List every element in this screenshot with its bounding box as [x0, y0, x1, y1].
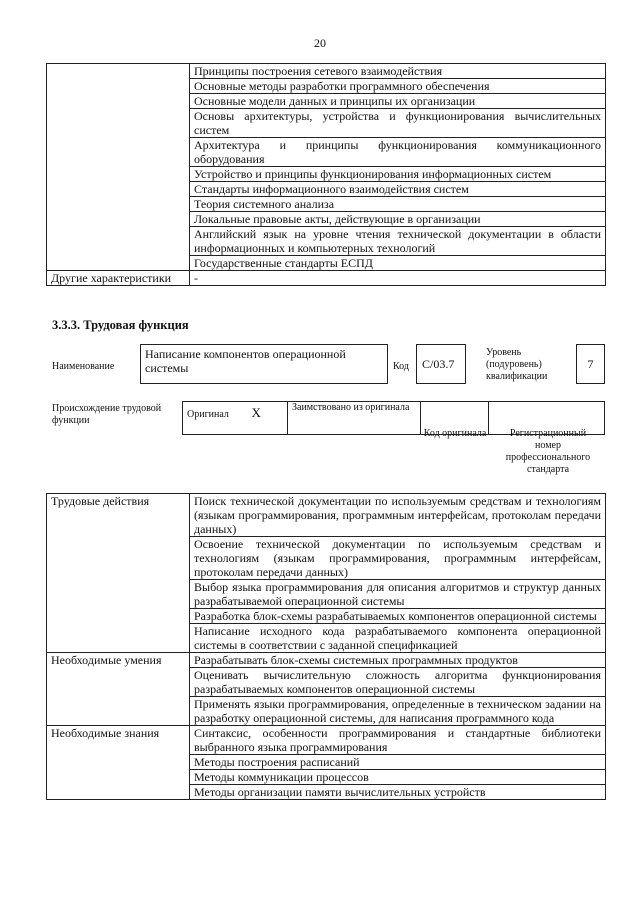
original-code-caption: Код оригинала [423, 428, 487, 439]
knowledge-item: Основные модели данных и принципы их организации [190, 94, 606, 109]
original-label: Оригинал [183, 402, 248, 435]
name-value: Написание компонентов операционной системы [145, 347, 346, 375]
other-characteristics-value: - [190, 271, 606, 286]
required-knowledge-label: Необходимые знания [47, 726, 190, 800]
knowledge-item: Английский язык на уровне чтения технической документации в области информационных и компьютерных технологий [190, 227, 606, 256]
page-number: 20 [314, 36, 326, 50]
labor-action: Выбор языка программирования для описания алгоритмов и структур данных разрабатываемой операционной системы [190, 580, 606, 609]
level-box [576, 344, 605, 384]
labor-function-table [46, 493, 606, 800]
knowledge-item: Основы архитектуры, устройства и функционирования вычислительных систем [190, 109, 606, 138]
other-characteristics-label: Другие характеристики [47, 271, 190, 286]
origin-label: Происхождение трудовой функции [52, 403, 162, 426]
knowledge-item: Государственные стандарты ЕСПД [190, 256, 606, 271]
required-skill: Разрабатывать блок-схемы системных программных продуктов [190, 653, 606, 668]
labor-action: Написание исходного кода разрабатываемого компонента операционной системы в соответствии с заданной спецификацией [190, 624, 606, 653]
labor-actions-label: Трудовые действия [47, 494, 190, 653]
required-knowledge: Методы построения расписаний [190, 755, 606, 770]
section-heading: 3.3.3. Трудовая функция [52, 318, 189, 332]
labor-action: Разработка блок-схемы разрабатываемых компонентов операционной системы [190, 609, 606, 624]
required-skills-label: Необходимые умения [47, 653, 190, 726]
code-label: Код [393, 361, 409, 372]
level-label: Уровень (подуровень) квалификации [486, 347, 548, 382]
code-value: С/03.7 [422, 357, 455, 371]
required-knowledge: Методы коммуникации процессов [190, 770, 606, 785]
knowledge-item: Архитектура и принципы функционирования коммуникационного оборудования [190, 138, 606, 167]
name-label: Наименование [52, 361, 115, 372]
name-box [140, 344, 388, 384]
borrowed-label: Заимствовано из оригинала [288, 402, 421, 435]
original-mark: Х [248, 402, 288, 435]
required-knowledge: Методы организации памяти вычислительных устройств [190, 785, 606, 800]
required-skill: Оценивать вычислительную сложность алгоритма функционирования разрабатываемых компонентов операционной системы [190, 668, 606, 697]
knowledge-continuation-table [46, 63, 606, 286]
labor-action: Поиск технической документации по используемым средствам и технологиям (языкам программирования, программным интерфейсам, протоколам передачи данных) [190, 494, 606, 537]
knowledge-item: Основные методы разработки программного обеспечения [190, 79, 606, 94]
knowledge-item: Локальные правовые акты, действующие в организации [190, 212, 606, 227]
knowledge-item: Принципы построения сетевого взаимодействия [190, 64, 606, 79]
empty-label-cell [47, 64, 190, 271]
code-box [416, 344, 466, 384]
required-knowledge: Синтаксис, особенности программирования и стандартные библиотеки выбранного языка программирования [190, 726, 606, 755]
level-value: 7 [587, 357, 594, 371]
knowledge-item: Устройство и принципы функционирования информационных систем [190, 167, 606, 182]
knowledge-item: Стандарты информационного взаимодействия систем [190, 182, 606, 197]
knowledge-item: Теория системного анализа [190, 197, 606, 212]
labor-action: Освоение технической документации по используемым средствам и технологиям (языкам программирования, программным интерфейсам, протоколам передачи данных) [190, 537, 606, 580]
reg-number-caption: Регистрационный номер профессионального стандарта [505, 428, 591, 475]
required-skill: Применять языки программирования, определенные в техническом задании на разработку операционной системы, для написания программного кода [190, 697, 606, 726]
